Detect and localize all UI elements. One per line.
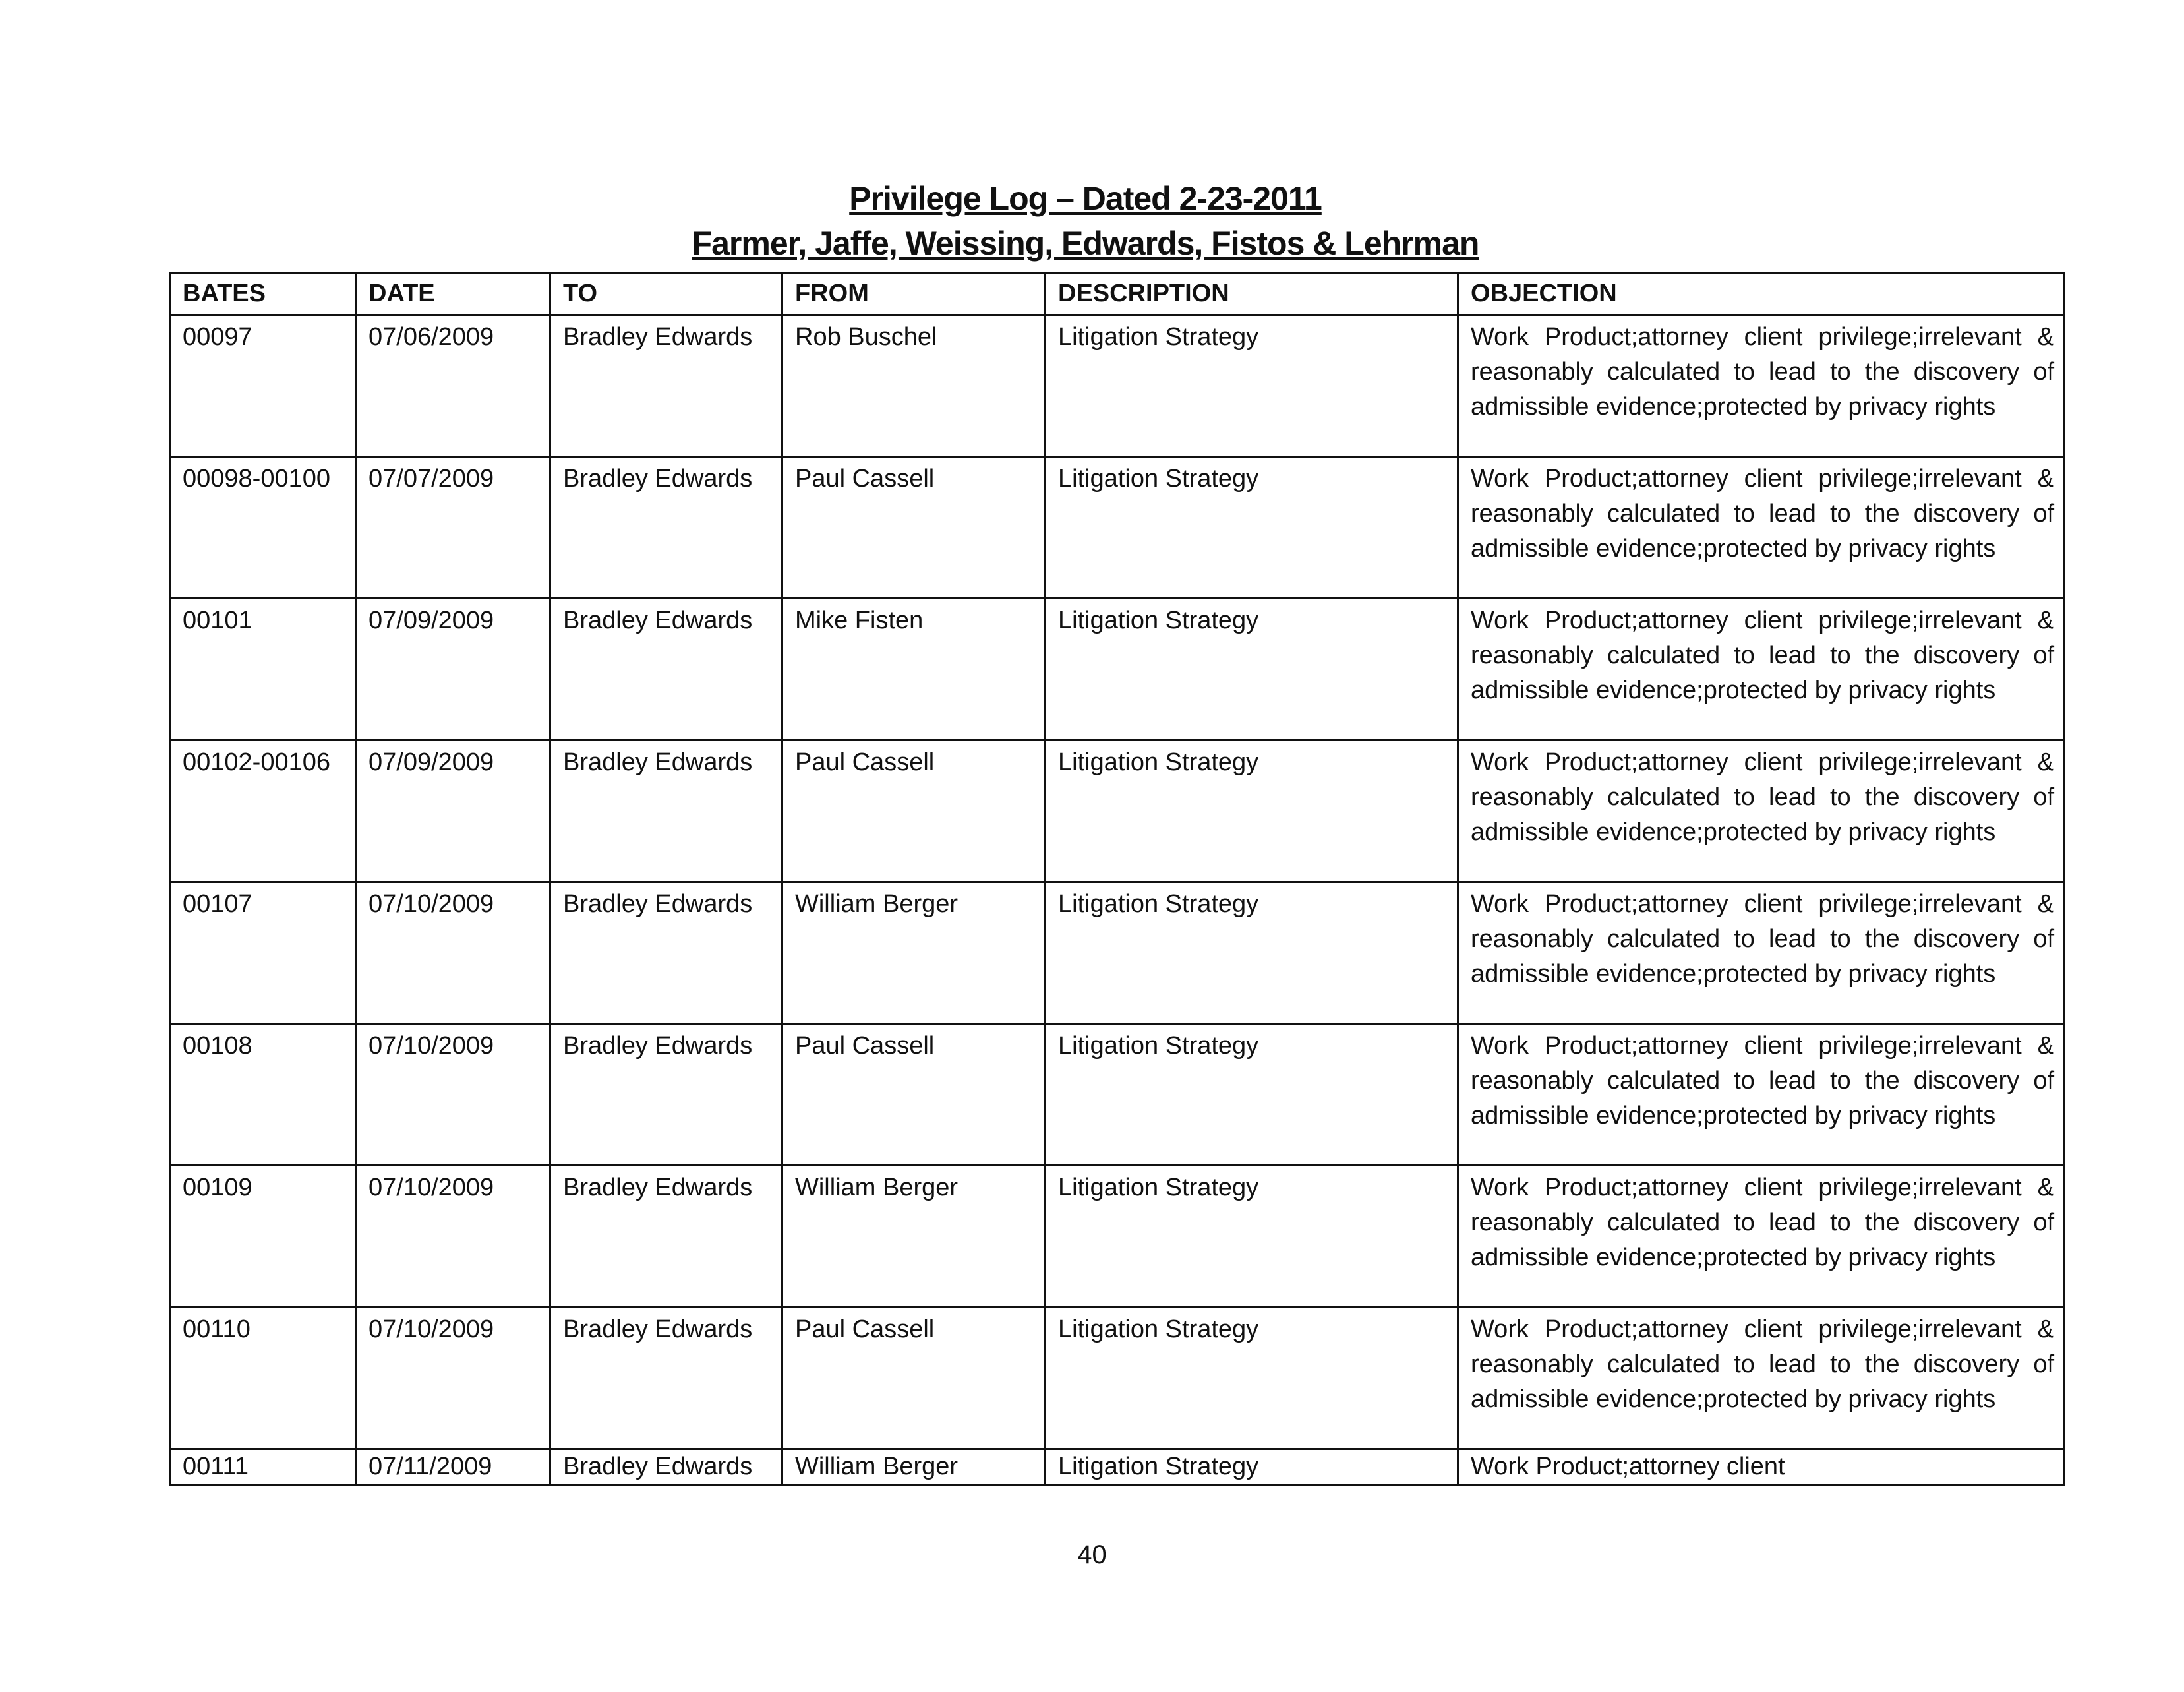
cell-objection: Work Product;attorney client privilege;irrelevant & reasonably calculated to lead to the discovery of admissible evidence;protected by privacy rights — [1458, 1308, 2065, 1449]
cell-bates: 00107 — [170, 882, 356, 1024]
cell-to: Bradley Edwards — [550, 315, 782, 457]
header-to: TO — [550, 273, 782, 315]
cell-objection: Work Product;attorney client privilege;irrelevant & reasonably calculated to lead to the discovery of admissible evidence;protected by privacy rights — [1458, 1166, 2065, 1308]
cell-objection: Work Product;attorney client privilege;irrelevant & reasonably calculated to lead to the discovery of admissible evidence;protected by privacy rights — [1458, 882, 2065, 1024]
cell-from: Paul Cassell — [782, 740, 1046, 882]
cell-objection: Work Product;attorney client privilege;irrelevant & reasonably calculated to lead to the discovery of admissible evidence;protected by privacy rights — [1458, 457, 2065, 599]
cell-from: Paul Cassell — [782, 457, 1046, 599]
table-row — [170, 740, 2065, 882]
cell-bates: 00098-00100 — [170, 457, 356, 599]
cell-from: Mike Fisten — [782, 599, 1046, 740]
cell-to: Bradley Edwards — [550, 740, 782, 882]
cell-to: Bradley Edwards — [550, 457, 782, 599]
cell-date: 07/06/2009 — [356, 315, 550, 457]
cell-objection: Work Product;attorney client — [1458, 1449, 2065, 1486]
cell-bates: 00108 — [170, 1024, 356, 1166]
cell-date: 07/10/2009 — [356, 1166, 550, 1308]
cell-bates: 00102-00106 — [170, 740, 356, 882]
cell-to: Bradley Edwards — [550, 1449, 782, 1486]
cell-description: Litigation Strategy — [1046, 1166, 1458, 1308]
table-row — [170, 1166, 2065, 1308]
cell-from: William Berger — [782, 882, 1046, 1024]
cell-to: Bradley Edwards — [550, 882, 782, 1024]
cell-description: Litigation Strategy — [1046, 882, 1458, 1024]
cell-bates: 00101 — [170, 599, 356, 740]
cell-date: 07/11/2009 — [356, 1449, 550, 1486]
cell-from: Paul Cassell — [782, 1308, 1046, 1449]
header-date: DATE — [356, 273, 550, 315]
document-subtitle: Farmer, Jaffe, Weissing, Edwards, Fistos & Lehrman — [692, 225, 1479, 262]
table-row — [170, 315, 2065, 457]
table-row — [170, 1308, 2065, 1449]
cell-date: 07/10/2009 — [356, 882, 550, 1024]
cell-date: 07/07/2009 — [356, 457, 550, 599]
cell-description: Litigation Strategy — [1046, 1308, 1458, 1449]
cell-bates: 00110 — [170, 1308, 356, 1449]
cell-bates: 00109 — [170, 1166, 356, 1308]
table-row — [170, 1024, 2065, 1166]
cell-objection: Work Product;attorney client privilege;irrelevant & reasonably calculated to lead to the discovery of admissible evidence;protected by privacy rights — [1458, 599, 2065, 740]
table-row — [170, 457, 2065, 599]
cell-bates: 00111 — [170, 1449, 356, 1486]
cell-to: Bradley Edwards — [550, 1166, 782, 1308]
table-row — [170, 882, 2065, 1024]
cell-description: Litigation Strategy — [1046, 1024, 1458, 1166]
cell-date: 07/10/2009 — [356, 1308, 550, 1449]
cell-description: Litigation Strategy — [1046, 599, 1458, 740]
header-objection: OBJECTION — [1458, 273, 2065, 315]
cell-to: Bradley Edwards — [550, 599, 782, 740]
cell-objection: Work Product;attorney client privilege;irrelevant & reasonably calculated to lead to the discovery of admissible evidence;protected by privacy rights — [1458, 1024, 2065, 1166]
cell-from: William Berger — [782, 1166, 1046, 1308]
cell-from: Paul Cassell — [782, 1024, 1046, 1166]
cell-description: Litigation Strategy — [1046, 740, 1458, 882]
table-header-row — [170, 273, 2065, 315]
cell-to: Bradley Edwards — [550, 1024, 782, 1166]
cell-description: Litigation Strategy — [1046, 1449, 1458, 1486]
header-bates: BATES — [170, 273, 356, 315]
privilege-log-table — [169, 272, 2065, 1486]
document-title: Privilege Log – Dated 2-23-2011 — [849, 180, 1322, 217]
cell-from: Rob Buschel — [782, 315, 1046, 457]
cell-date: 07/09/2009 — [356, 599, 550, 740]
cell-from: William Berger — [782, 1449, 1046, 1486]
cell-description: Litigation Strategy — [1046, 457, 1458, 599]
cell-objection: Work Product;attorney client privilege;irrelevant & reasonably calculated to lead to the discovery of admissible evidence;protected by privacy rights — [1458, 315, 2065, 457]
cell-to: Bradley Edwards — [550, 1308, 782, 1449]
header-from: FROM — [782, 273, 1046, 315]
cell-bates: 00097 — [170, 315, 356, 457]
page-number: 40 — [1077, 1540, 1107, 1569]
cell-description: Litigation Strategy — [1046, 315, 1458, 457]
table-row — [170, 1449, 2065, 1486]
cell-date: 07/10/2009 — [356, 1024, 550, 1166]
cell-objection: Work Product;attorney client privilege;irrelevant & reasonably calculated to lead to the discovery of admissible evidence;protected by privacy rights — [1458, 740, 2065, 882]
header-description: DESCRIPTION — [1046, 273, 1458, 315]
cell-date: 07/09/2009 — [356, 740, 550, 882]
table-row — [170, 599, 2065, 740]
